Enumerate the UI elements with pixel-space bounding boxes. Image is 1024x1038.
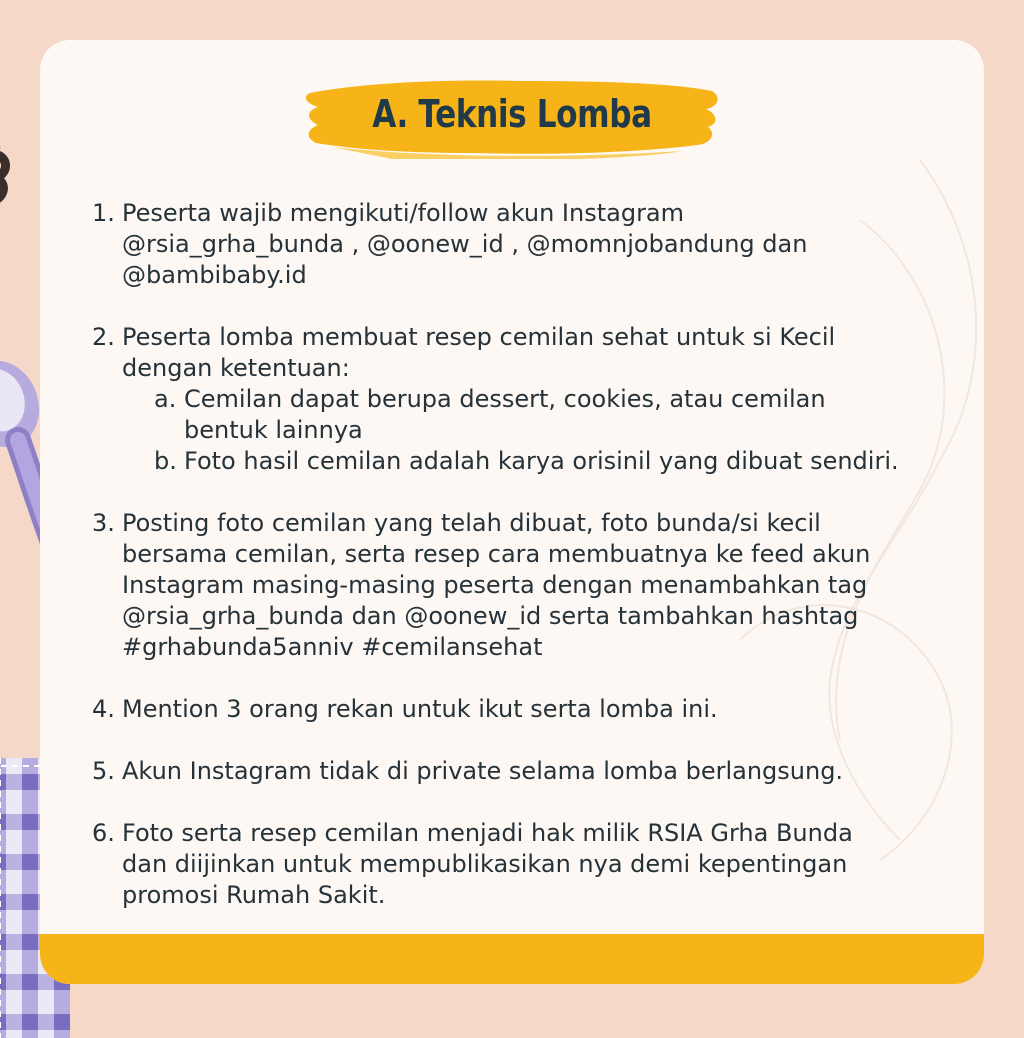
rules-card (40, 40, 984, 984)
rule-item (92, 322, 972, 477)
footer-band (40, 934, 984, 984)
rule-text-line: @rsia_grha_bunda , @oonew_id , @momnjobandung dan (122, 230, 808, 258)
sub-rule-text-line: Cemilan dapat berupa dessert, cookies, atau cemilan (184, 385, 826, 413)
rule-item (92, 198, 972, 291)
cookie-decoration (0, 112, 40, 222)
rule-text-line: Foto serta resep cemilan menjadi hak milik RSIA Grha Bunda (122, 819, 853, 847)
rule-number: 1. (92, 199, 115, 227)
rule-text-line: Akun Instagram tidak di private selama lomba berlangsung. (122, 757, 844, 785)
rule-text-line: dengan ketentuan: (122, 354, 350, 382)
rule-text-line: dan diijinkan untuk mempublikasikan nya demi kepentingan (122, 850, 848, 878)
rules-list (92, 198, 972, 942)
rule-text-line: Mention 3 orang rekan untuk ikut serta lomba ini. (122, 695, 718, 723)
rule-text-line: @rsia_grha_bunda dan @oonew_id serta tambahkan hashtag (122, 602, 859, 630)
sub-rule-letter: b. (154, 447, 177, 475)
rule-text-line: bersama cemilan, serta resep cara membuatnya ke feed akun (122, 540, 871, 568)
rule-item (92, 756, 972, 787)
rule-item (92, 508, 972, 663)
rule-text-line: #grhabunda5anniv #cemilansehat (122, 633, 543, 661)
rule-text-line: Posting foto cemilan yang telah dibuat, foto bunda/si kecil (122, 509, 821, 537)
sub-rule-text-line: Foto hasil cemilan adalah karya orisinil yang dibuat sendiri. (184, 447, 899, 475)
rule-text-line: Peserta wajib mengikuti/follow akun Instagram (122, 199, 685, 227)
rule-text-line: promosi Rumah Sakit. (122, 881, 386, 909)
rule-text-line: Instagram masing-masing peserta dengan menambahkan tag (122, 571, 868, 599)
rule-number: 5. (92, 757, 115, 785)
rule-number: 4. (92, 695, 115, 723)
rule-number: 6. (92, 819, 115, 847)
title-banner (302, 73, 722, 159)
rule-item (92, 694, 972, 725)
rule-text-line: @bambibaby.id (122, 261, 307, 289)
rule-number: 2. (92, 323, 115, 351)
rule-number: 3. (92, 509, 115, 537)
sub-rule-letter: a. (154, 385, 177, 413)
rule-sub-list (122, 384, 972, 477)
rule-text-line: Peserta lomba membuat resep cemilan sehat untuk si Kecil (122, 323, 836, 351)
rule-item (92, 818, 972, 911)
sub-rule-text-line: bentuk lainnya (184, 416, 363, 444)
sub-rule-item (122, 446, 972, 477)
sub-rule-item (122, 384, 972, 446)
page-title: A. Teknis Lomba (372, 92, 652, 136)
